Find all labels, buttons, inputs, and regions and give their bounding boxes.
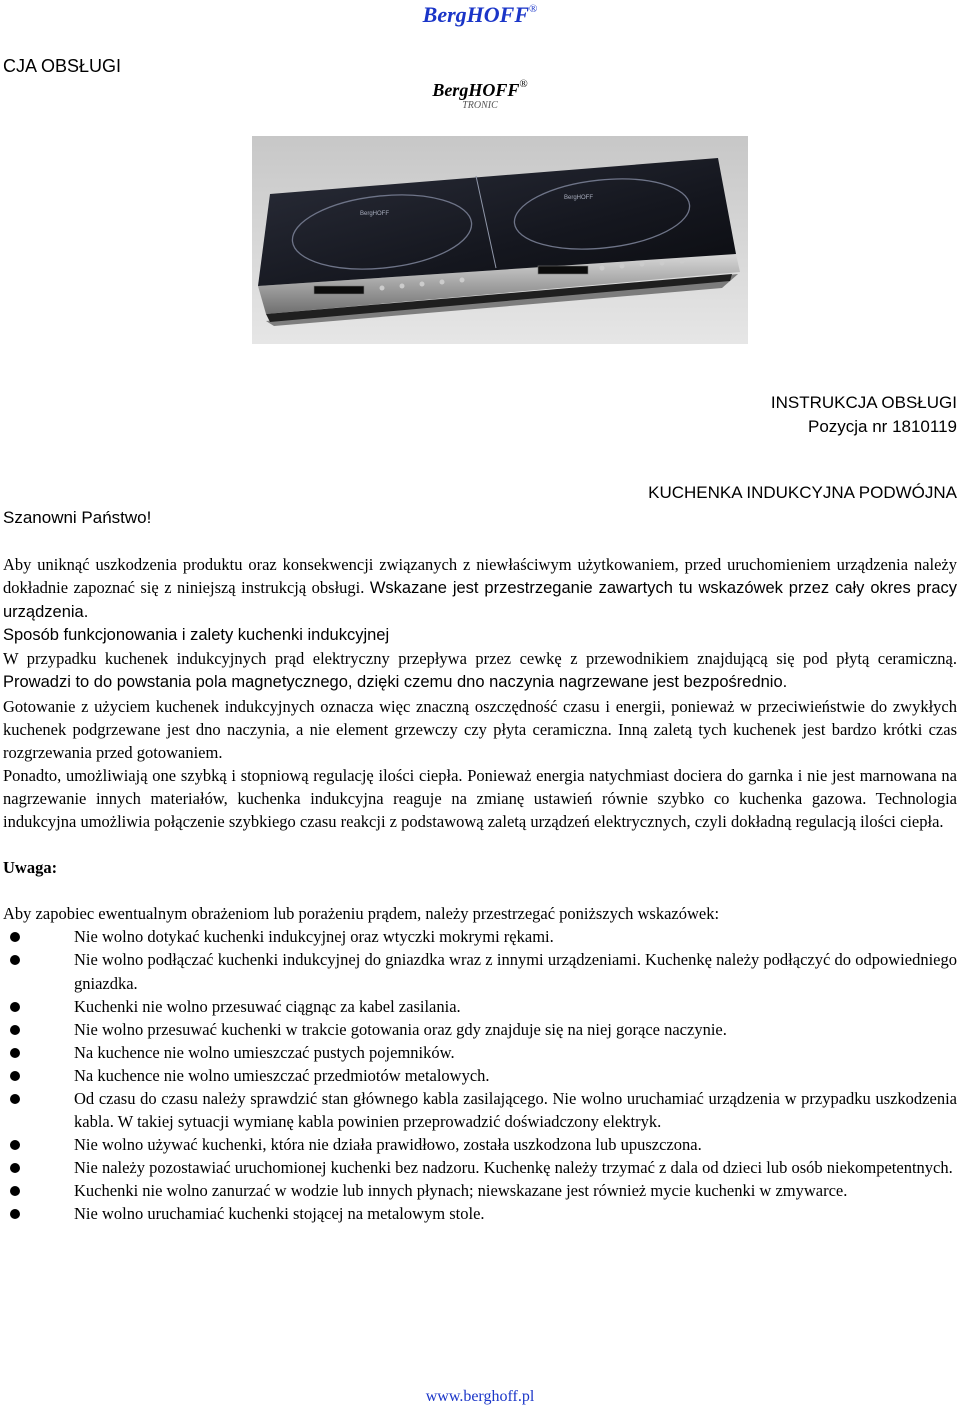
list-item [3,1202,957,1225]
header-left-title: CJA OBSŁUGI [3,56,122,76]
bullet-icon [10,1163,20,1173]
brand-tagline: TRONIC [462,100,498,111]
bullet-icon [10,1140,20,1150]
bullet-icon [10,1094,20,1104]
paragraph-3: Ponadto, umożliwiają one szybką i stopniową regulację ilości ciepła. Ponieważ energia natychmiast dociera do garnka i nie jest marnowana na nagrzewanie innych materiałów, kuchenka indukcyjna reaguje na zmianę ustawień równie szybko co kuchenka gazowa. Technologia indukcyjna umożliwia połączenie szybkiego czasu reakcji z podstawową zaletą urządzeń elektrycznych, czyli dokładną regulacją ilości ciepła. [3,765,957,832]
brand-secondary [0,80,960,101]
bullet-icon [10,955,20,965]
list-item-text: Nie wolno podłączać kuchenki indukcyjnej do gniazdka wraz z innymi urządzeniami. Kuchenkę należy podłączyć do odpowiedniego gniazdka. [74,950,957,993]
list-item-text: Nie wolno dotykać kuchenki indukcyjnej oraz wtyczki mokrymi rękami. [74,927,554,947]
bullet-icon [10,1071,20,1081]
intro-paragraph [3,553,957,624]
list-item [3,1179,957,1202]
document-header-right [771,391,957,439]
bullet-icon [10,1002,20,1012]
list-item [3,1087,957,1133]
list-item-text: Nie należy pozostawiać uruchomionej kuchenki bez nadzoru. Kuchenkę należy trzymać z dala od dzieci lub osób niekompetentnych. [74,1158,953,1178]
list-item [3,1018,957,1041]
list-item [3,1133,957,1156]
list-item-text: Nie wolno uruchamiać kuchenki stojącej na metalowym stole. [74,1204,485,1224]
bullet-icon [10,1025,20,1035]
section-heading: Sposób funkcjonowania i zalety kuchenki indukcyjnej [3,626,390,645]
brand-secondary-name: BergHOFF [432,80,520,100]
device-brand-left: BergHOFF [360,211,390,217]
paragraph-2: Gotowanie z użyciem kuchenek indukcyjnych oznacza więc znaczną oszczędność czasu i energii, ponieważ w przeciwieństwie do zwykłych kuchenek podgrzewane jest dno naczynia, a nie element grzewczy czy płyta ceramiczna. Inną zaletą tych kuchenek jest bardzo krótki czas rozgrzewania przed gotowaniem. [3,696,957,762]
list-item [3,1156,957,1179]
footer-website-link[interactable]: www.berghoff.pl [425,1388,535,1405]
paragraph-1-text-continued: Prowadzi to do powstania pola magnetycznego, dzięki czemu dno naczynia nagrzewane jest bezpośrednio. [3,673,788,692]
brand-name: BergHOFF [422,2,529,27]
warning-heading: Uwaga: [3,858,58,878]
document-type: INSTRUKCJA OBSŁUGI [770,393,957,412]
registered-mark: ® [529,2,538,15]
induction-cooktop-photo [252,136,748,344]
list-item-text: Od czasu do czasu należy sprawdzić stan głównego kabla zasilającego. Nie wolno uruchamiać urządzenia w przypadku uszkodzenia kabla. W takiej sytuacji wymianę kabla powinien przeprowadzić doświadczony elektryk. [74,1088,957,1132]
intro-text-continued: Wskazane jest przestrzeganie zawartych tu wskazówek przez cały okres pracy urządzenia. [3,579,957,622]
greeting: Szanowni Państwo! [3,508,152,527]
bullet-icon [10,1186,20,1196]
list-item-text: Nie wolno używać kuchenki, która nie działa prawidłowo, została uszkodzona lub upuszczona. [74,1135,702,1155]
list-item-text: Kuchenki nie wolno przesuwać ciągnąc za kabel zasilania. [74,996,461,1016]
list-item [3,995,957,1018]
list-item-text: Na kuchence nie wolno umieszczać przedmiotów metalowych. [74,1065,490,1085]
list-item [3,1041,957,1064]
brand-logo [0,2,960,28]
device-brand-right: BergHOFF [564,195,594,201]
list-item [3,1064,957,1087]
bullet-icon [10,1048,20,1058]
bullet-icon [10,932,20,942]
document-body [3,553,957,1226]
registered-mark-secondary: ® [519,78,528,90]
list-item-text: Kuchenki nie wolno zanurzać w wodzie lub innych płynach; niewskazane jest również mycie kuchenki w zmywarce. [74,1181,848,1201]
list-item [3,948,957,994]
paragraph-1-text: W przypadku kuchenek indukcyjnych prąd elektryczny przepływa przez cewkę z przewodnikiem znajdującą się pod płytą ceramiczną. [3,649,957,669]
intro-text: Aby uniknąć uszkodzenia produktu oraz konsekwencji związanych z niewłaściwym użytkowaniem, przed uruchomieniem urządzenia należy dokładnie zapoznać się z niniejszą instrukcją obsługi. [3,555,957,598]
paragraph-1 [3,647,957,694]
warning-intro: Aby zapobiec ewentualnym obrażeniom lub porażeniu prądem, należy przestrzegać poniższych wskazówek: [3,904,720,924]
list-item-text: Nie wolno przesuwać kuchenki w trakcie gotowania oraz gdy znajduje się na niej gorące naczynie. [74,1019,727,1039]
product-title: KUCHENKA INDUKCYJNA PODWÓJNA [648,483,957,502]
warning-list [3,925,957,1225]
item-number: Pozycja nr 1810119 [807,417,957,436]
bullet-icon [10,1209,20,1219]
list-item-text: Na kuchence nie wolno umieszczać pustych pojemników. [74,1042,455,1062]
list-item [3,925,957,948]
